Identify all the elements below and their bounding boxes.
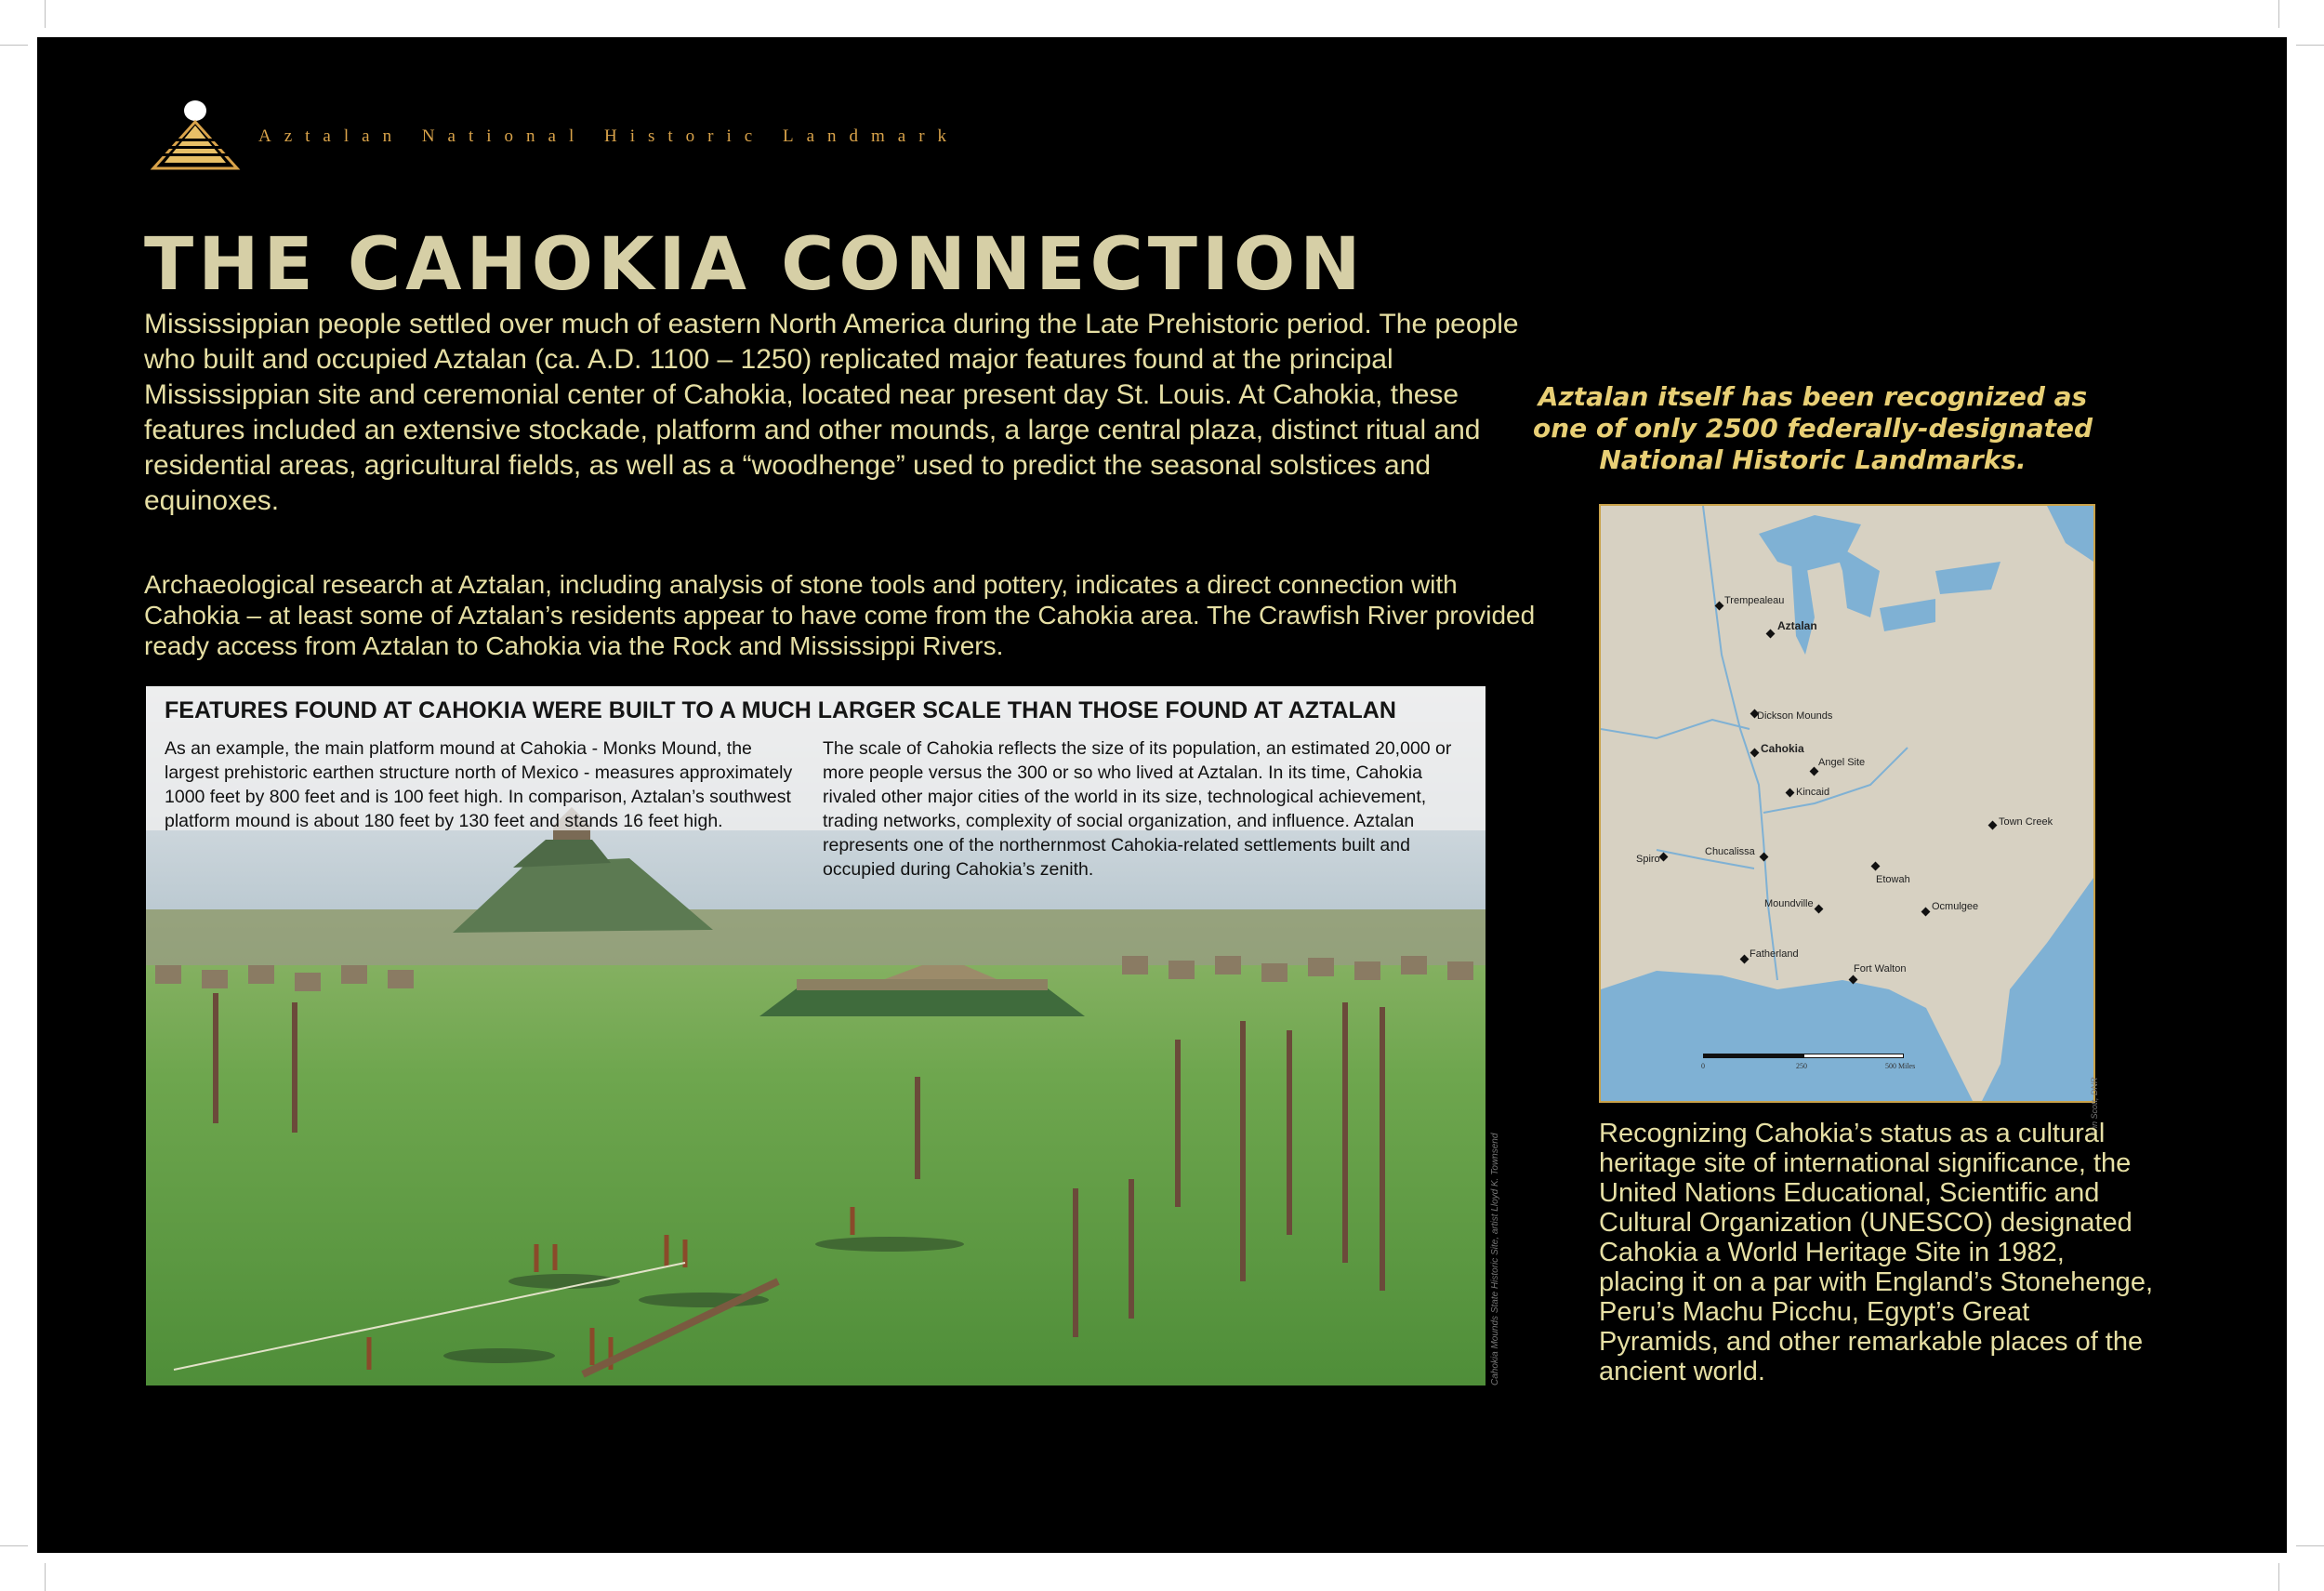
scale-label-zero: 0 [1701,1062,1705,1070]
scale-bar [1803,1054,1904,1058]
scale-bar [1703,1054,1803,1058]
map-credit: Ann Scott, DNR [2090,1077,2099,1136]
site-label-dickson-mounds: Dickson Mounds [1757,710,1833,722]
site-label-angel-site: Angel Site [1818,757,1866,768]
crop-mark [45,1563,46,1591]
site-label-kincaid: Kincaid [1796,787,1830,798]
site-label-trempealeau: Trempealeau [1724,595,1785,606]
site-label-ocmulgee: Ocmulgee [1932,901,1979,912]
page-title: THE CAHOKIA CONNECTION [144,223,1366,307]
crop-mark [0,1545,28,1546]
map-terrain [1601,506,2093,1101]
illustration-left-text: As an example, the main platform mound at Cahokia - Monks Mound, the largest prehistoric earthen structure north of Mexico - measures approximately 1000 feet by 800 feet and is 100 feet high. In comparison, Aztalan’s southwest platform mound is about 180 feet by 130 feet and stands 16 feet high. [165,738,793,831]
illustration-credit: Cahokia Mounds State Historic Site, artist Lloyd K. Townsend [1490,1133,1500,1385]
scale-label-mid: 250 [1796,1062,1807,1070]
crop-mark [45,0,46,28]
crop-mark [2296,1545,2324,1546]
site-label-etowah: Etowah [1876,874,1910,885]
site-label-cahokia: Cahokia [1761,742,1804,755]
landmark-quote: Aztalan itself has been recognized as one of only 2500 federally-designated National Historic Landmarks. [1532,381,2093,475]
crop-mark [2296,45,2324,46]
illustration-heading: FEATURES FOUND AT CAHOKIA WERE BUILT TO A MUCH LARGER SCALE THAN THOSE FOUND AT AZTALAN [165,697,1396,723]
cahokia-illustration [146,686,1486,1385]
research-paragraph: Archaeological research at Aztalan, including analysis of stone tools and pottery, indicates a direct connection with Cahokia – at least some of Aztalan’s residents appear to have come from the Cahokia area. The Crawfish River provided ready access from Aztalan to Cahokia via the Rock and Mississippi Rivers. [144,570,1536,660]
crop-mark [2278,0,2279,28]
site-label-moundville: Moundville [1764,898,1814,909]
intro-paragraph: Mississippian people settled over much of eastern North America during the Late Prehistoric period. The people who built and occupied Aztalan (ca. A.D. 1100 – 1250) replicated major features found at the principal Mississippian site and ceremonial center of Cahokia, located near present day St. Louis. At Cahokia, these features included an extensive stockade, platform and other mounds, a large central plaza, distinct ritual and residential areas, agricultural fields, as well as a “woodhenge” used to predict the seasonal solstices and equinoxes. [144,309,1519,516]
illustration-right-text: The scale of Cahokia reflects the size of its population, an estimated 20,000 or more people versus the 300 or so who lived at Aztalan. In its time, Cahokia rivaled other major cities of the world in its size, technological achievement, trading networks, complexity of social organization, and influence. Aztalan represents one of the northernmost Cahokia-related settlements built and occupied during Cahokia’s zenith. [823,738,1452,880]
crop-mark [0,45,28,46]
site-label-chucalissa: Chucalissa [1705,846,1755,857]
site-label-fort-walton: Fort Walton [1854,963,1907,974]
site-label-aztalan: Aztalan [1777,619,1817,632]
site-label-town-creek: Town Creek [1999,816,2053,828]
mississippian-sites-map [1599,504,2095,1103]
landmark-logo-icon [144,98,246,170]
scale-label-end: 500 Miles [1885,1062,1916,1070]
unesco-paragraph: Recognizing Cahokia’s status as a cultural heritage site of international significance, the United Nations Educational, Scientific and Cultural Organization (UNESCO) designated Cahokia a World Heritage Site in 1982, placing it on a par with England’s Stonehenge, Peru’s Machu Picchu, Egypt’s Great Pyramids, and other remarkable places of the ancient world. [1599,1119,2154,1386]
site-label-spiro: Spiro [1636,854,1660,865]
brand-name: Aztalan National Historic Landmark [258,126,960,146]
crop-mark [2278,1563,2279,1591]
site-label-fatherland: Fatherland [1750,948,1799,960]
